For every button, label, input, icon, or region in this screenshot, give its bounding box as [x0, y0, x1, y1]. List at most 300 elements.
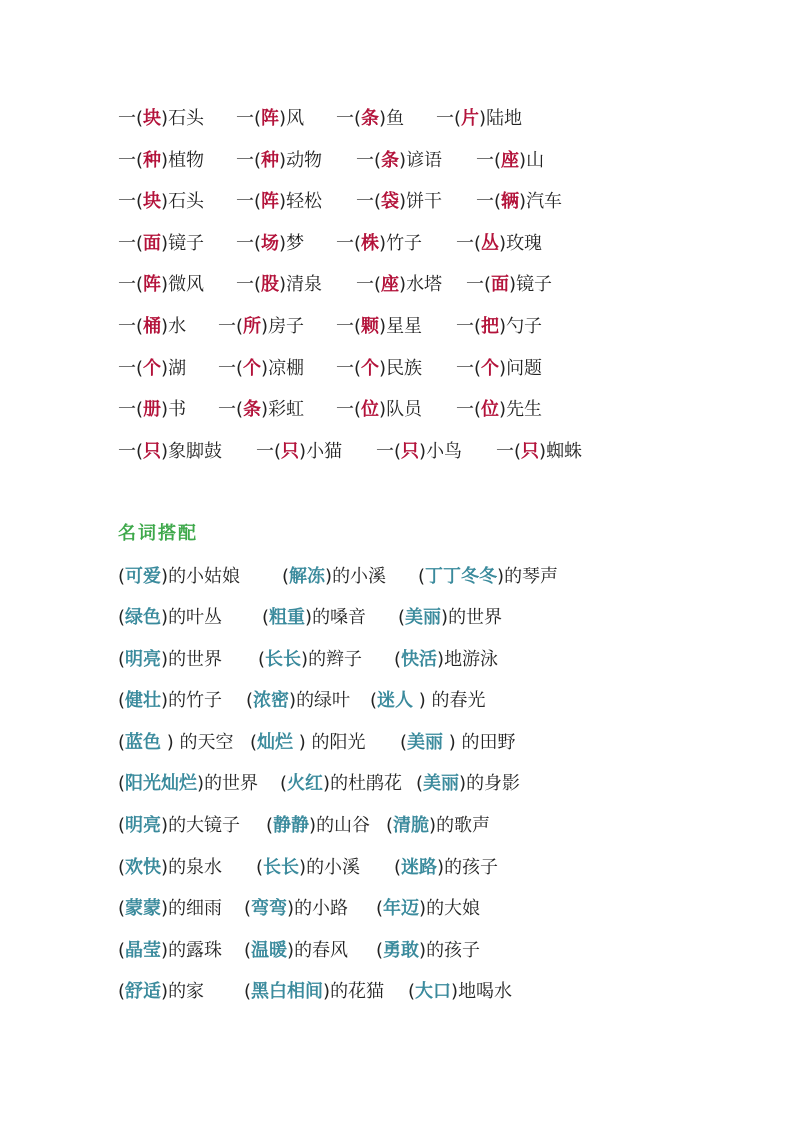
noun-pairing-item	[118, 772, 258, 796]
open-paren: (	[244, 940, 252, 961]
measure-word: 把	[481, 316, 500, 337]
close-paren: )	[441, 607, 449, 628]
item-noun: 石头	[168, 191, 205, 212]
measure-word-item	[236, 232, 304, 256]
measure-word: 个	[361, 358, 380, 379]
open-paren: (	[236, 399, 244, 420]
item-prefix: 一	[118, 358, 136, 379]
open-paren: (	[136, 233, 144, 254]
item-noun-phrase: 的天空	[173, 732, 234, 753]
measure-word: 位	[481, 399, 500, 420]
measure-word-item	[336, 232, 422, 256]
measure-word-item	[236, 107, 304, 131]
item-prefix: 一	[376, 441, 394, 462]
close-paren: )	[379, 108, 387, 129]
adjective-word: 静静	[273, 815, 310, 836]
close-paren: )	[161, 150, 169, 171]
item-prefix: 一	[118, 150, 136, 171]
measure-word: 股	[261, 274, 280, 295]
open-paren: (	[244, 981, 252, 1002]
item-noun: 玫瑰	[506, 233, 543, 254]
item-noun-phrase: 的小溪	[332, 566, 387, 587]
open-paren: (	[254, 191, 262, 212]
noun-pairing-item	[394, 856, 498, 880]
open-paren: (	[370, 690, 378, 711]
measure-word-item	[218, 315, 304, 339]
item-noun-phrase: 的露珠	[168, 940, 223, 961]
noun-pairing-item	[256, 856, 360, 880]
measure-word-item	[118, 357, 186, 381]
adjective-word: 黑白相间	[251, 981, 324, 1002]
close-paren: )	[519, 191, 527, 212]
noun-pairing-item	[418, 565, 558, 589]
measure-word: 颗	[361, 316, 380, 337]
noun-pairing-item	[118, 814, 240, 838]
item-noun: 书	[168, 399, 187, 420]
close-paren: )	[197, 773, 205, 794]
noun-pairing-item	[416, 772, 520, 796]
item-prefix: 一	[356, 191, 374, 212]
open-paren: (	[398, 607, 406, 628]
noun-pairing-item	[244, 897, 348, 921]
item-noun: 风	[286, 108, 305, 129]
close-paren: )	[448, 732, 456, 753]
measure-word-item	[376, 440, 462, 464]
item-noun-phrase: 的细雨	[168, 898, 223, 919]
item-noun: 汽车	[526, 191, 563, 212]
item-prefix: 一	[236, 150, 254, 171]
adjective-word: 大口	[415, 981, 452, 1002]
open-paren: (	[374, 191, 382, 212]
measure-word: 阵	[143, 274, 162, 295]
item-noun: 饼干	[406, 191, 443, 212]
item-noun-phrase: 的泉水	[168, 857, 223, 878]
open-paren: (	[246, 690, 254, 711]
item-noun: 清泉	[286, 274, 323, 295]
close-paren: )	[419, 940, 427, 961]
item-noun: 陆地	[486, 108, 523, 129]
open-paren: (	[244, 898, 252, 919]
close-paren: )	[166, 732, 174, 753]
measure-word: 册	[143, 399, 162, 420]
noun-pairing-item	[246, 689, 350, 713]
item-noun-phrase: 的琴声	[504, 566, 559, 587]
noun-pairing-item	[118, 980, 204, 1004]
close-paren: )	[161, 274, 169, 295]
item-prefix: 一	[336, 316, 354, 337]
open-paren: (	[118, 981, 126, 1002]
item-prefix: 一	[118, 316, 136, 337]
measure-word: 只	[401, 441, 420, 462]
item-noun-phrase: 的孩子	[444, 857, 499, 878]
open-paren: (	[118, 898, 126, 919]
open-paren: (	[416, 773, 424, 794]
measure-word: 只	[143, 441, 162, 462]
close-paren: )	[379, 358, 387, 379]
measure-word: 桶	[143, 316, 162, 337]
item-noun: 谚语	[406, 150, 443, 171]
item-noun: 鱼	[386, 108, 405, 129]
item-noun: 象脚鼓	[168, 441, 223, 462]
item-noun-phrase: 的杜鹃花	[330, 773, 403, 794]
item-noun: 石头	[168, 108, 205, 129]
measure-word-item	[496, 440, 582, 464]
open-paren: (	[118, 649, 126, 670]
item-noun: 小猫	[306, 441, 343, 462]
open-paren: (	[266, 815, 274, 836]
measure-word-item	[256, 440, 342, 464]
close-paren: )	[437, 857, 445, 878]
measure-word: 袋	[381, 191, 400, 212]
open-paren: (	[118, 815, 126, 836]
close-paren: )	[509, 274, 517, 295]
measure-word: 阵	[261, 191, 280, 212]
close-paren: )	[161, 441, 169, 462]
measure-word: 只	[281, 441, 300, 462]
measure-word: 丛	[481, 233, 500, 254]
noun-pairing-item	[408, 980, 512, 1004]
item-noun-phrase: 的世界	[448, 607, 503, 628]
item-noun-phrase: 的绿叶	[296, 690, 351, 711]
measure-word: 座	[501, 150, 520, 171]
item-noun: 队员	[386, 399, 423, 420]
item-prefix: 一	[476, 191, 494, 212]
item-noun-phrase: 的孩子	[426, 940, 481, 961]
adjective-word: 美丽	[407, 732, 444, 753]
item-prefix: 一	[118, 441, 136, 462]
measure-word-item	[118, 232, 204, 256]
open-paren: (	[254, 274, 262, 295]
measure-word: 株	[361, 233, 380, 254]
item-noun-phrase: 的春光	[425, 690, 486, 711]
close-paren: )	[161, 316, 169, 337]
measure-word: 个	[243, 358, 262, 379]
close-paren: )	[287, 940, 295, 961]
measure-word-item	[118, 398, 186, 422]
open-paren: (	[454, 108, 462, 129]
noun-pairing-item	[376, 939, 480, 963]
noun-pairing-item	[400, 731, 516, 755]
noun-pairing-item	[266, 814, 370, 838]
close-paren: )	[298, 732, 306, 753]
open-paren: (	[394, 857, 402, 878]
close-paren: )	[323, 981, 331, 1002]
noun-pairing-item	[376, 897, 480, 921]
adjective-word: 健壮	[125, 690, 162, 711]
open-paren: (	[256, 857, 264, 878]
measure-word-item	[336, 107, 404, 131]
item-noun: 轻松	[286, 191, 323, 212]
item-noun-phrase: 的嗓音	[312, 607, 367, 628]
open-paren: (	[136, 191, 144, 212]
open-paren: (	[494, 191, 502, 212]
item-noun-phrase: 地游泳	[444, 649, 499, 670]
item-noun-phrase: 的世界	[168, 649, 223, 670]
item-noun-phrase: 的阳光	[305, 732, 366, 753]
open-paren: (	[136, 274, 144, 295]
close-paren: )	[279, 150, 287, 171]
item-prefix: 一	[118, 274, 136, 295]
adjective-word: 明亮	[125, 815, 162, 836]
noun-pairing-item	[398, 606, 502, 630]
adjective-word: 长长	[265, 649, 302, 670]
close-paren: )	[279, 233, 287, 254]
open-paren: (	[262, 607, 270, 628]
close-paren: )	[299, 857, 307, 878]
item-noun-phrase: 地喝水	[458, 981, 513, 1002]
measure-word-item	[466, 273, 552, 297]
item-prefix: 一	[336, 358, 354, 379]
measure-word-item	[118, 273, 204, 297]
noun-pairing-item	[118, 648, 222, 672]
open-paren: (	[136, 316, 144, 337]
item-noun: 镜子	[168, 233, 205, 254]
item-noun-phrase: 的山谷	[316, 815, 371, 836]
measure-word: 个	[143, 358, 162, 379]
close-paren: )	[161, 191, 169, 212]
open-paren: (	[418, 566, 426, 587]
measure-word-item	[236, 190, 322, 214]
close-paren: )	[299, 441, 307, 462]
close-paren: )	[459, 773, 467, 794]
item-prefix: 一	[336, 233, 354, 254]
item-noun: 星星	[386, 316, 423, 337]
open-paren: (	[474, 233, 482, 254]
close-paren: )	[161, 898, 169, 919]
noun-pairing-item	[118, 856, 222, 880]
adjective-word: 迷人	[377, 690, 414, 711]
noun-pairing-item	[280, 772, 402, 796]
measure-word: 条	[361, 108, 380, 129]
noun-pairing-item	[118, 606, 222, 630]
measure-word: 场	[261, 233, 280, 254]
close-paren: )	[161, 108, 169, 129]
measure-word-item	[436, 107, 522, 131]
measure-word-item	[476, 190, 562, 214]
item-noun: 湖	[168, 358, 187, 379]
item-prefix: 一	[218, 316, 236, 337]
item-noun: 民族	[386, 358, 423, 379]
item-prefix: 一	[456, 399, 474, 420]
measure-word-item	[456, 315, 542, 339]
close-paren: )	[379, 233, 387, 254]
close-paren: )	[261, 358, 269, 379]
open-paren: (	[474, 399, 482, 420]
noun-pairing-item	[258, 648, 362, 672]
open-paren: (	[258, 649, 266, 670]
item-noun-phrase: 的春风	[294, 940, 349, 961]
close-paren: )	[379, 316, 387, 337]
item-noun: 先生	[506, 399, 543, 420]
adjective-word: 绿色	[125, 607, 162, 628]
open-paren: (	[250, 732, 258, 753]
measure-word-item	[118, 149, 204, 173]
open-paren: (	[118, 773, 126, 794]
measure-word: 块	[143, 191, 162, 212]
measure-word: 座	[381, 274, 400, 295]
adjective-word: 美丽	[405, 607, 442, 628]
section-heading-noun-pairing: 名词搭配	[118, 523, 198, 544]
close-paren: )	[499, 316, 507, 337]
noun-pairing-item	[118, 565, 240, 589]
item-prefix: 一	[456, 358, 474, 379]
item-prefix: 一	[256, 441, 274, 462]
close-paren: )	[539, 441, 547, 462]
close-paren: )	[261, 399, 269, 420]
close-paren: )	[309, 815, 317, 836]
measure-word-item	[456, 398, 542, 422]
close-paren: )	[451, 981, 459, 1002]
open-paren: (	[236, 358, 244, 379]
item-prefix: 一	[218, 399, 236, 420]
open-paren: (	[282, 566, 290, 587]
measure-word-item	[118, 190, 204, 214]
close-paren: )	[499, 358, 507, 379]
item-prefix: 一	[118, 399, 136, 420]
adjective-word: 舒适	[125, 981, 162, 1002]
close-paren: )	[161, 981, 169, 1002]
item-noun: 镜子	[516, 274, 553, 295]
close-paren: )	[429, 815, 437, 836]
item-prefix: 一	[356, 150, 374, 171]
measure-word-item	[236, 149, 322, 173]
item-prefix: 一	[236, 108, 254, 129]
item-prefix: 一	[456, 233, 474, 254]
noun-pairing-item	[262, 606, 366, 630]
measure-word-item	[356, 190, 442, 214]
open-paren: (	[118, 690, 126, 711]
close-paren: )	[279, 108, 287, 129]
measure-word-item	[118, 107, 204, 131]
item-noun: 水塔	[406, 274, 443, 295]
item-noun-phrase: 的小姑娘	[168, 566, 241, 587]
measure-word: 面	[491, 274, 510, 295]
open-paren: (	[254, 150, 262, 171]
open-paren: (	[374, 274, 382, 295]
measure-word: 条	[243, 399, 262, 420]
open-paren: (	[376, 898, 384, 919]
measure-word-item	[118, 315, 186, 339]
open-paren: (	[484, 274, 492, 295]
item-prefix: 一	[466, 274, 484, 295]
close-paren: )	[497, 566, 505, 587]
close-paren: )	[519, 150, 527, 171]
close-paren: )	[279, 274, 287, 295]
measure-word-item	[356, 273, 442, 297]
close-paren: )	[499, 399, 507, 420]
open-paren: (	[280, 773, 288, 794]
close-paren: )	[305, 607, 313, 628]
item-prefix: 一	[476, 150, 494, 171]
item-prefix: 一	[436, 108, 454, 129]
measure-word: 只	[521, 441, 540, 462]
item-prefix: 一	[236, 191, 254, 212]
noun-pairing-item	[118, 731, 234, 755]
close-paren: )	[261, 316, 269, 337]
measure-word-item	[236, 273, 322, 297]
item-noun: 彩虹	[268, 399, 305, 420]
adjective-word: 灿烂	[257, 732, 294, 753]
close-paren: )	[323, 773, 331, 794]
measure-word: 所	[243, 316, 262, 337]
item-noun-phrase: 的辫子	[308, 649, 363, 670]
close-paren: )	[479, 108, 487, 129]
item-noun: 问题	[506, 358, 543, 379]
item-prefix: 一	[236, 233, 254, 254]
noun-pairing-item	[282, 565, 386, 589]
noun-pairing-item	[118, 897, 222, 921]
item-noun: 动物	[286, 150, 323, 171]
close-paren: )	[161, 233, 169, 254]
item-noun-phrase: 的歌声	[436, 815, 491, 836]
open-paren: (	[118, 607, 126, 628]
adjective-word: 粗重	[269, 607, 306, 628]
open-paren: (	[254, 233, 262, 254]
adjective-word: 蒙蒙	[125, 898, 162, 919]
open-paren: (	[136, 358, 144, 379]
measure-word-item	[356, 149, 442, 173]
item-noun-phrase: 的家	[168, 981, 205, 1002]
measure-word-item	[336, 315, 422, 339]
adjective-word: 迷路	[401, 857, 438, 878]
close-paren: )	[499, 233, 507, 254]
adjective-word: 丁丁冬冬	[425, 566, 498, 587]
close-paren: )	[379, 399, 387, 420]
item-prefix: 一	[336, 399, 354, 420]
open-paren: (	[354, 358, 362, 379]
close-paren: )	[287, 898, 295, 919]
item-noun: 蜘蛛	[546, 441, 583, 462]
close-paren: )	[399, 274, 407, 295]
open-paren: (	[474, 358, 482, 379]
item-prefix: 一	[218, 358, 236, 379]
item-noun: 小鸟	[426, 441, 463, 462]
adjective-word: 浓密	[253, 690, 290, 711]
measure-word: 面	[143, 233, 162, 254]
measure-word-item	[118, 440, 222, 464]
open-paren: (	[136, 399, 144, 420]
adjective-word: 勇敢	[383, 940, 420, 961]
measure-word: 位	[361, 399, 380, 420]
item-noun: 竹子	[386, 233, 423, 254]
item-noun-phrase: 的大镜子	[168, 815, 241, 836]
close-paren: )	[325, 566, 333, 587]
close-paren: )	[399, 150, 407, 171]
close-paren: )	[161, 815, 169, 836]
close-paren: )	[399, 191, 407, 212]
open-paren: (	[354, 316, 362, 337]
open-paren: (	[474, 316, 482, 337]
item-noun: 山	[526, 150, 545, 171]
adjective-word: 美丽	[423, 773, 460, 794]
item-noun-phrase: 的世界	[204, 773, 259, 794]
open-paren: (	[354, 399, 362, 420]
close-paren: )	[161, 857, 169, 878]
close-paren: )	[161, 358, 169, 379]
close-paren: )	[279, 191, 287, 212]
item-noun: 水	[168, 316, 187, 337]
open-paren: (	[236, 316, 244, 337]
adjective-word: 阳光灿烂	[125, 773, 198, 794]
open-paren: (	[274, 441, 282, 462]
measure-word-item	[336, 398, 422, 422]
close-paren: )	[419, 441, 427, 462]
open-paren: (	[354, 108, 362, 129]
item-noun: 勺子	[506, 316, 543, 337]
adjective-word: 晶莹	[125, 940, 162, 961]
measure-word-item	[336, 357, 422, 381]
item-prefix: 一	[356, 274, 374, 295]
